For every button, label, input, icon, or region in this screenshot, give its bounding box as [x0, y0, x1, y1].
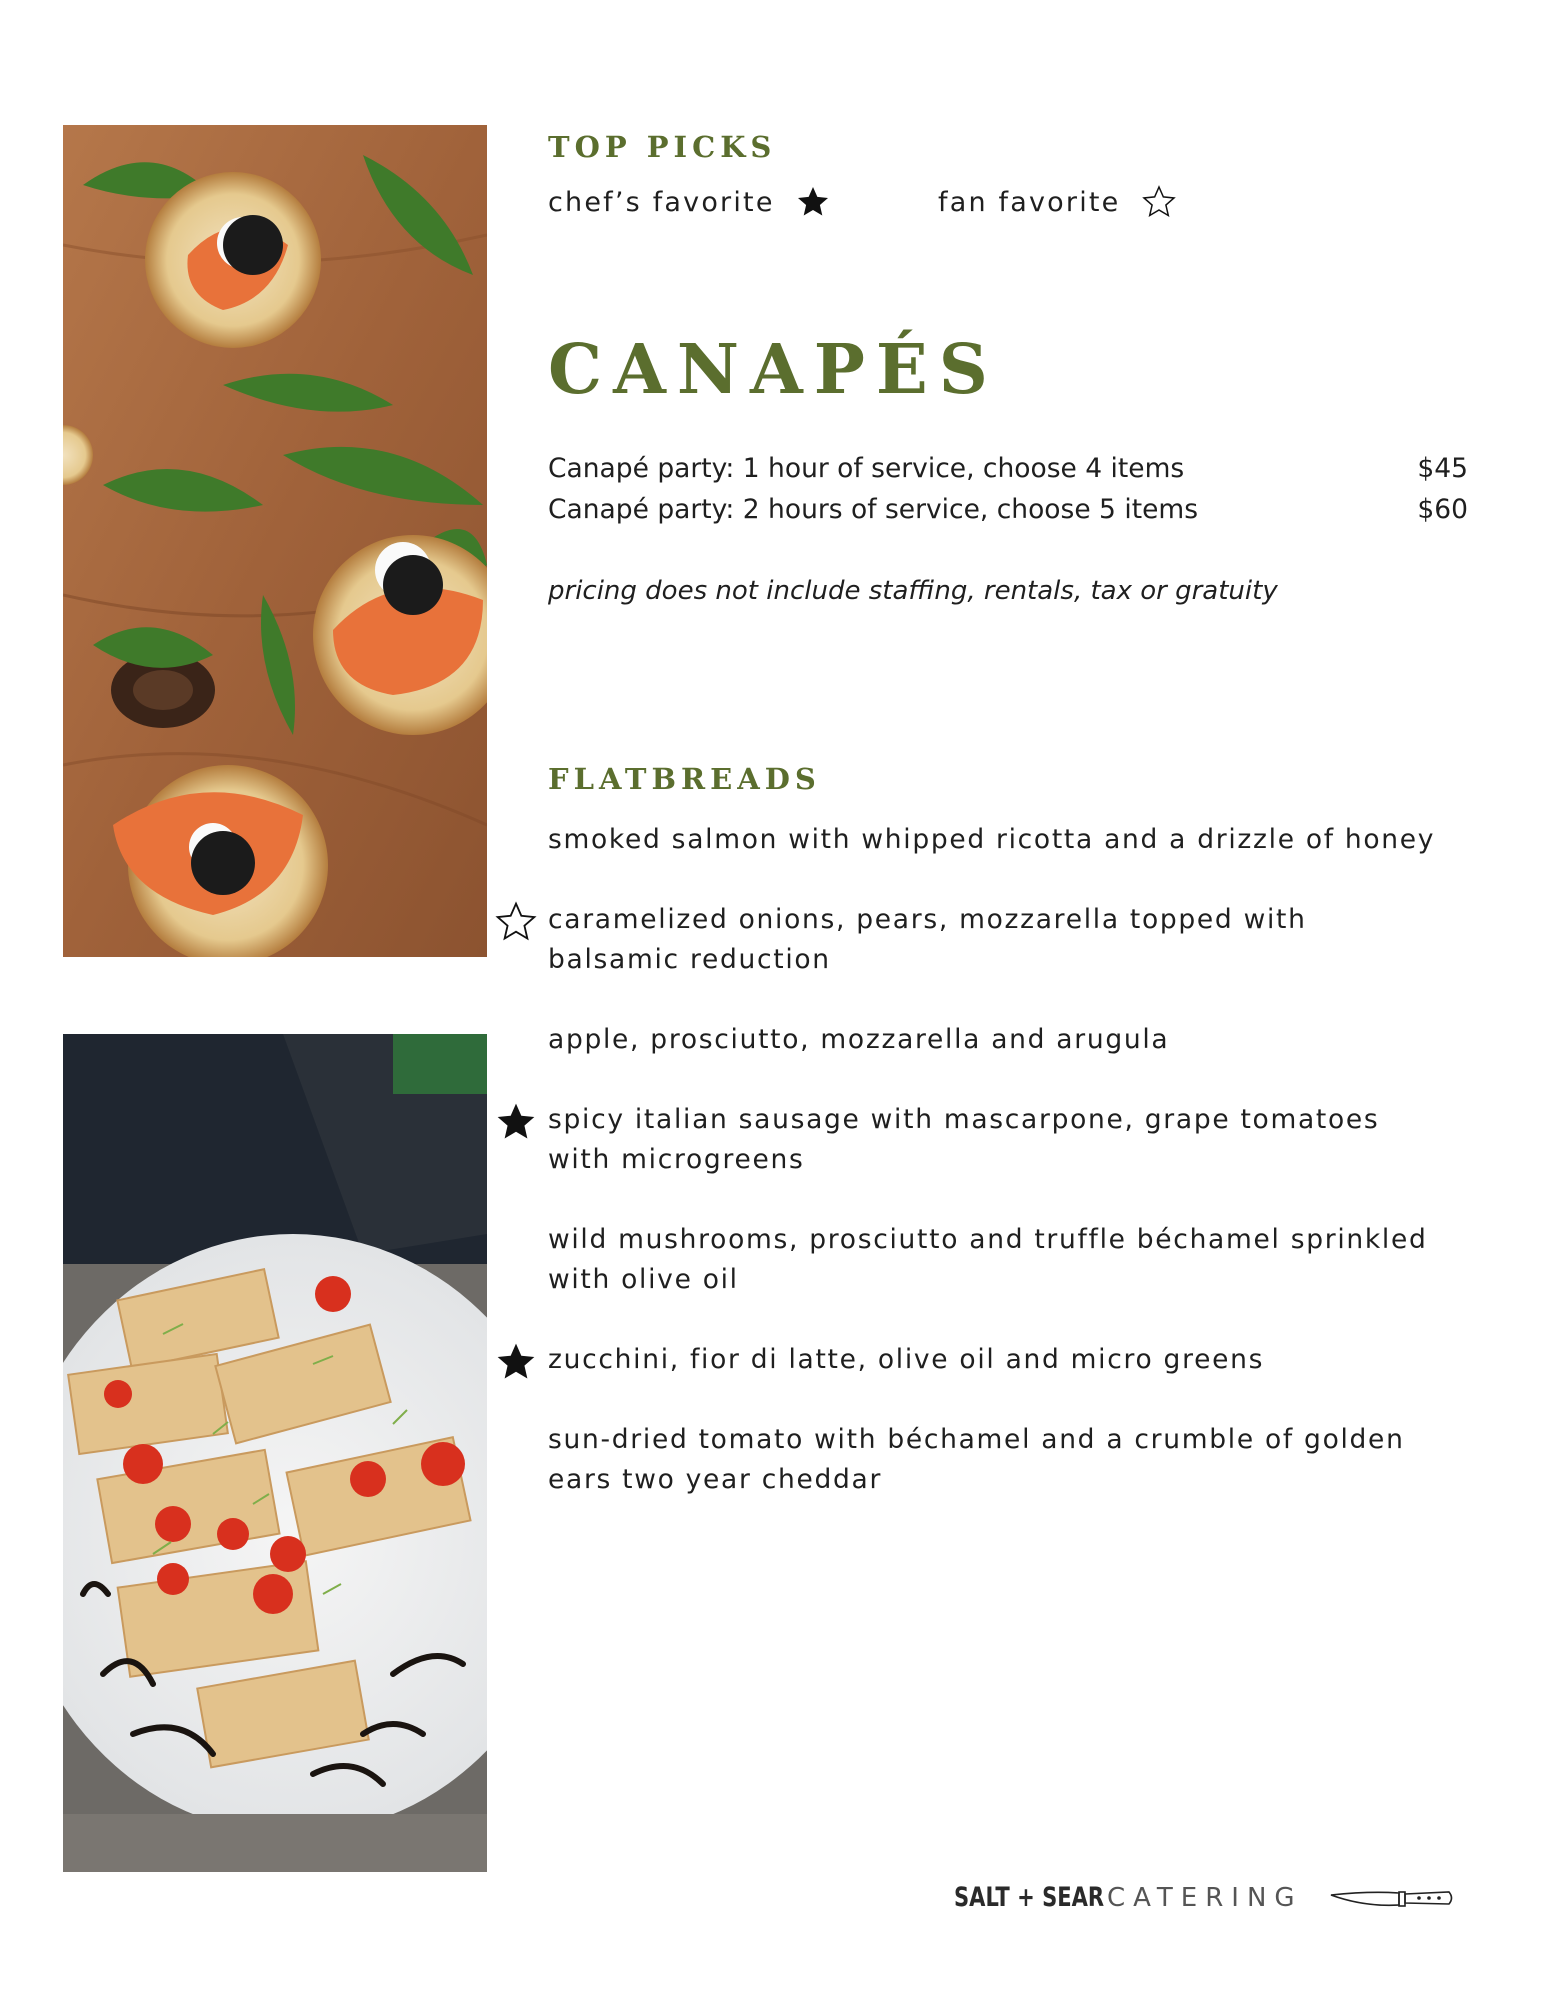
menu-item [548, 1220, 1448, 1300]
filled-star-icon [494, 1340, 538, 1384]
outline-star-icon [494, 900, 538, 944]
legend-chef-label: chef’s favorite [548, 186, 775, 218]
flatbreads-heading: FLATBREADS [548, 762, 821, 796]
brand-subtitle: CATERING [1107, 1882, 1303, 1913]
menu-item-text: apple, prosciutto, mozzarella and arugula [548, 1024, 1170, 1055]
menu-item [548, 1020, 1448, 1060]
menu-item [548, 1340, 1448, 1380]
menu-item-text: caramelized onions, pears, mozzarella topped with balsamic reduction [548, 904, 1307, 975]
package-description: Canapé party: 2 hours of service, choose 5 items [548, 494, 1199, 525]
menu-item-text: zucchini, fior di latte, olive oil and micro greens [548, 1344, 1265, 1375]
top-picks-heading: TOP PICKS [548, 130, 777, 164]
flatbread-list [548, 820, 1448, 1540]
package-row [548, 448, 1468, 489]
chef-knife-icon [1329, 1883, 1455, 1913]
outline-star-icon [1141, 184, 1177, 220]
package-price: $45 [1417, 453, 1468, 484]
menu-item [548, 1420, 1448, 1500]
legend-chef-favorite [548, 184, 831, 220]
package-description: Canapé party: 1 hour of service, choose 4 items [548, 453, 1185, 484]
package-price: $60 [1417, 494, 1468, 525]
brand-name: SALT + SEAR [954, 1882, 1105, 1913]
canape-packages [548, 448, 1468, 530]
filled-star-icon [494, 1100, 538, 1144]
flatbread-platter-photo [63, 1034, 487, 1872]
filled-star-icon [795, 184, 831, 220]
legend-fan-favorite [938, 184, 1177, 220]
menu-item-text: spicy italian sausage with mascarpone, grape tomatoes with microgreens [548, 1104, 1380, 1175]
blini-salmon-photo [63, 125, 487, 957]
brand-footer [954, 1882, 1455, 1913]
menu-item [548, 820, 1448, 860]
menu-item [548, 1100, 1448, 1180]
menu-item [548, 900, 1448, 980]
package-row [548, 489, 1468, 530]
canapes-title: CANAPÉS [548, 330, 999, 410]
menu-item-text: wild mushrooms, prosciutto and truffle béchamel sprinkled with olive oil [548, 1224, 1428, 1295]
legend-fan-label: fan favorite [938, 186, 1121, 218]
menu-item-text: sun-dried tomato with béchamel and a crumble of golden ears two year cheddar [548, 1424, 1405, 1495]
menu-item-text: smoked salmon with whipped ricotta and a drizzle of honey [548, 824, 1436, 855]
pricing-note: pricing does not include staffing, rentals, tax or gratuity [548, 576, 1278, 606]
